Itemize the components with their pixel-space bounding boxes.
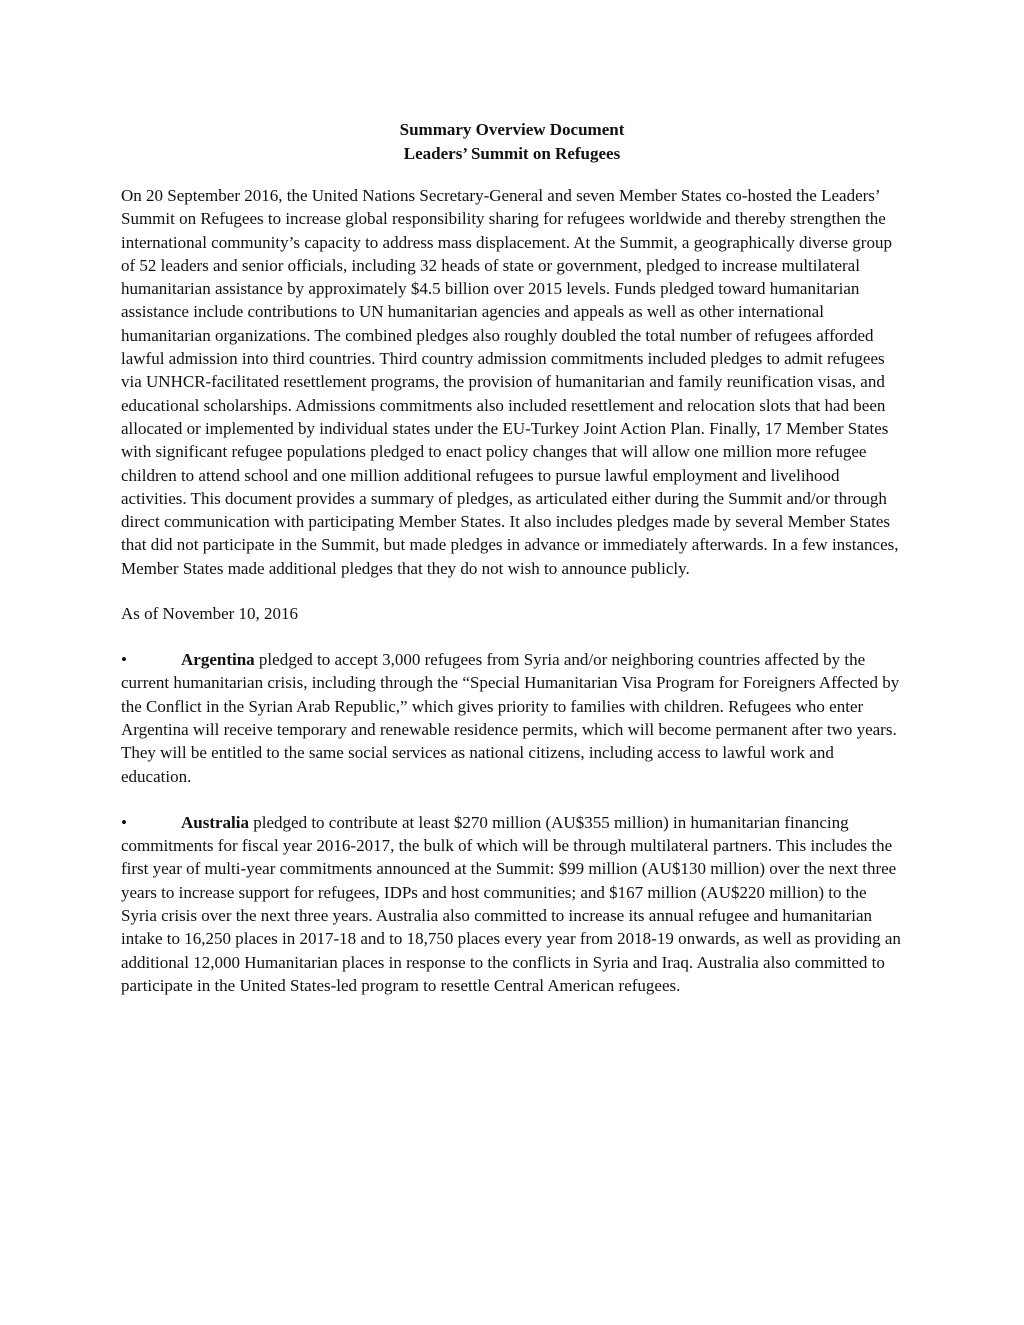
pledge-text: pledged to contribute at least $270 million (AU$355 million) in humanitarian financing commitments for fiscal year 2016-2017, the bulk of which will be through multilateral partners. This includes the first year of multi-year commitments announced at the Summit: $99 million (AU$130 million) over the next three years to increase support for refugees, IDPs and host communities; and $167 million (AU$220 million) to the Syria crisis over the next three years. Australia also committed to increase its annual refugee and humanitarian intake to 16,250 places in 2017-18 and to 18,750 places every year from 2018-19 onwards, as well as providing an additional 12,000 Humanitarian places in response to the conflicts in Syria and Iraq. Australia also committed to participate in the United States-led program to resettle Central American refugees.: [121, 812, 901, 995]
intro-paragraph: On 20 September 2016, the United Nations Secretary-General and seven Member States co-hosted the Leaders’ Summit on Refugees to increase global responsibility sharing for refugees worldwide and thereby strengthen the international community’s capacity to address mass displacement. At the Summit, a geographically diverse group of 52 leaders and senior officials, including 32 heads of state or government, pledged to increase multilateral humanitarian assistance by approximately $4.5 billion over 2015 levels. Funds pledged toward humanitarian assistance include contributions to UN humanitarian agencies and appeals as well as other international humanitarian organizations. The combined pledges also roughly doubled the total number of refugees afforded lawful admission into third countries. Third country admission commitments included pledges to admit refugees via UNHCR-facilitated resettlement programs, the provision of humanitarian and family reunification visas, and educational scholarships. Admissions commitments also included resettlement and relocation slots that had been allocated or implemented by individual states under the EU-Turkey Joint Action Plan. Finally, 17 Member States with significant refugee populations pledged to enact policy changes that will allow one million more refugee children to attend school and one million additional refugees to pursue lawful employment and livelihood activities. This document provides a summary of pledges, as articulated either during the Summit and/or through direct communication with participating Member States. It also includes pledges made by several Member States that did not participate in the Summit, but made pledges in advance or immediately afterwards. In a few instances, Member States made additional pledges that they do not wish to announce publicly.: [121, 186, 899, 578]
pledge-country: Australia: [181, 812, 249, 832]
title-block: [121, 118, 903, 166]
pledge-country: Argentina: [181, 650, 255, 670]
document-subtitle: Leaders’ Summit on Refugees: [403, 144, 621, 163]
document-title: Summary Overview Document: [399, 120, 625, 139]
pledge-item-argentina: [121, 648, 903, 788]
pledge-text: pledged to accept 3,000 refugees from Syria and/or neighboring countries affected by the current humanitarian crisis, including through the “Special Humanitarian Visa Program for Foreigners Affected by the Conflict in the Syrian Arab Republic,” which gives priority to families with children. Refugees who enter Argentina will receive temporary and renewable residence permits, which will become permanent after two years. They will be entitled to the same social services as national citizens, including access to lawful work and education.: [121, 650, 900, 786]
as-of-date: As of November 10, 2016: [121, 604, 299, 624]
document-page: [121, 118, 903, 997]
bullet-marker: •: [121, 650, 127, 670]
pledge-item-australia: [121, 811, 903, 997]
bullet-marker: •: [121, 812, 127, 832]
